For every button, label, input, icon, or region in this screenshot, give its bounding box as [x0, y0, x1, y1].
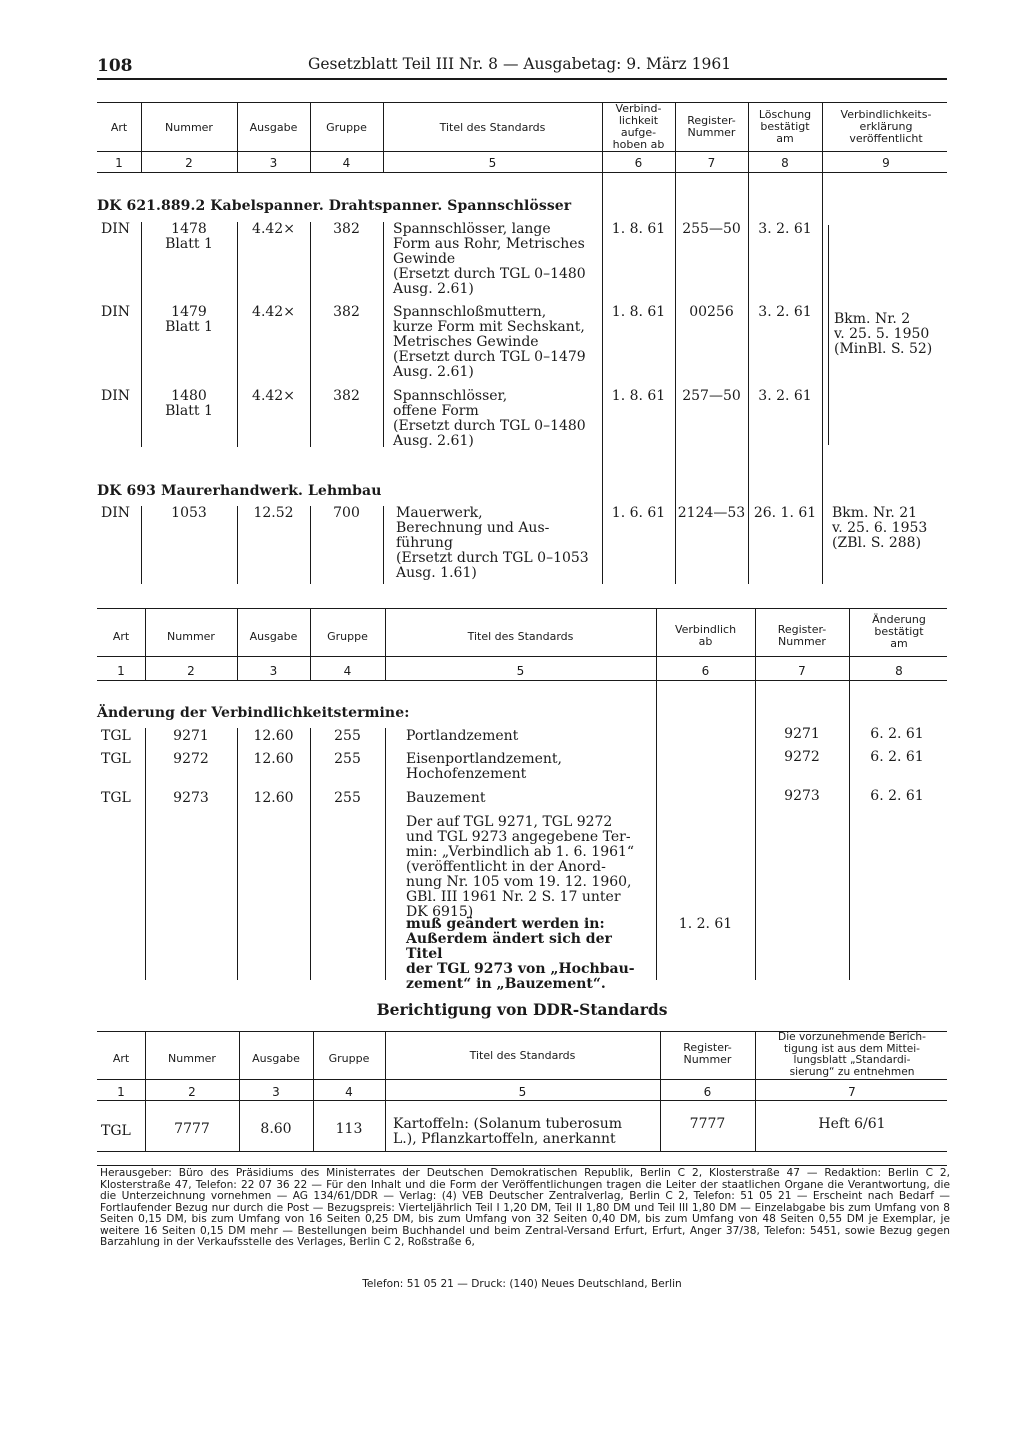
t1-header-verbindlichkeit: Verbindlichkeits- erklärung veröffentlicht: [840, 108, 932, 145]
t1-colnum: 5: [488, 156, 497, 170]
t1-section-title-1: DK 621.889.2 Kabelspanner. Drahtspanner. Spannschlösser: [97, 198, 572, 214]
t2-colnum: 6: [701, 664, 710, 678]
t3-header-ausgabe: Ausgabe: [252, 1052, 300, 1065]
t1-colnum: 7: [707, 156, 716, 170]
t1-section-title-2: DK 693 Maurerhandwerk. Lehmbau: [97, 483, 382, 499]
t3-colnum: 5: [518, 1085, 527, 1099]
t1-colnum: 4: [342, 156, 351, 170]
t2-header-nummer: Nummer: [167, 630, 215, 643]
t3-header-register: Register- Nummer: [683, 1041, 732, 1066]
t3-header-art: Art: [112, 1052, 130, 1065]
t3-colnum: 7: [848, 1085, 856, 1099]
t2-colnum: 8: [895, 664, 903, 678]
t2-header-titel: Titel des Standards: [467, 630, 574, 643]
t2-note: Der auf TGL 9271, TGL 9272 und TGL 9273 angegebene Ter- min: „Verbindlich ab 1. 6. 1961“ (veröffentlicht in der Anord- nung Nr. 105 vom 19. 12. 1960, GBl. III 1961 Nr. 2 S. 17 unter DK 6915): [406, 814, 635, 920]
t1-header-loeschung: Löschung bestätigt am: [758, 108, 812, 145]
t1-header-ausgabe: Ausgabe: [249, 121, 298, 134]
footer-rule: [97, 1165, 947, 1166]
t3-colnum: 4: [345, 1085, 353, 1099]
t1-colnum: 3: [269, 156, 278, 170]
imprint: Herausgeber: Büro des Präsidiums des Ministerrates der Deutschen Demokratischen Republik, Berlin C 2, Klosterstraße 47 — Redaktion: Berlin C 2, Klosterstraße 47, Telefon: 22 07 36 22 — Für den Inhalt und die Form der Veröffentlichungen tragen die Leiter der staatlichen Organe die Verantwortung, die die Unterzeichnung vornehmen — AG 134/61/DDR — Verlag: (4) VEB Deutscher Zentralverlag, Berlin C 2, Telefon: 51 05 21 — Erscheint nach Bedarf — Fortlaufender Bezug nur durch die Post — Bezugspreis: Vierteljährlich Teil I 1,20 DM, Teil II 1,80 DM und Teil III 1,80 DM — Einzelabgabe bis zum Umfang von 8 Seiten 0,15 DM, bis zum Umfang von 16 Seiten 0,25 DM, bis zum Umfang von 32 Seiten 0,40 DM, bis zum Umfang von 48 Seiten 0,55 DM je Exemplar, je weitere 16 Seiten 0,15 DM mehr — Bestellungen beim Buchhandel und beim Zentral-Versand Erfurt, Erfurt, Anger 37/38, Telefon: 5451, sowie Bezug gegen Barzahlung in der Verkaufsstelle des Verlages, Berlin C 2, Roßstraße 6,: [100, 1167, 950, 1248]
t1-colnum: 9: [882, 156, 890, 170]
t1-header-gruppe: Gruppe: [326, 121, 367, 134]
t3-colnum: 6: [703, 1085, 712, 1099]
t2-header-art: Art: [112, 630, 130, 643]
t1-colnum: 2: [185, 156, 193, 170]
t2-colnum: 7: [798, 664, 806, 678]
t2-header-register: Register- Nummer: [777, 623, 827, 648]
t2-colnum: 4: [343, 664, 352, 678]
t1-header-nummer: Nummer: [165, 121, 213, 134]
t2-note-bold: muß geändert werden in: Außerdem ändert sich der Titel der TGL 9273 von „Hochbau- zement“ in „Bauzement“.: [406, 916, 635, 992]
t3-header-titel: Titel des Standards: [469, 1049, 576, 1062]
t3-header-berichtigung: Die vorzunehmende Berich- tigung ist aus dem Mittei- lungsblatt „Standardi- sierung“ zu entnehmen: [778, 1031, 926, 1078]
t3-colnum: 2: [188, 1085, 196, 1099]
t1-colnum: 8: [781, 156, 789, 170]
t2-colnum: 1: [117, 664, 125, 678]
running-head: Gesetzblatt Teil III Nr. 8 — Ausgabetag: 9. März 1961: [308, 55, 732, 73]
t1-header-titel: Titel des Standards: [439, 121, 546, 134]
t2-header-bestaetigt: Änderung bestätigt am: [872, 613, 926, 650]
t2-header-verbindlich: Verbindlich ab: [674, 623, 737, 648]
t1-verbindlichkeit-1: Bkm. Nr. 2 v. 25. 5. 1950 (MinBl. S. 52): [834, 311, 933, 357]
t1-colnum: 1: [115, 156, 123, 170]
t1-header-register: Register- Nummer: [687, 114, 736, 139]
head-rule: [97, 78, 947, 80]
t2-colnum: 5: [516, 664, 525, 678]
imprint-last-line: Telefon: 51 05 21 — Druck: (140) Neues Deutschland, Berlin: [362, 1278, 682, 1290]
t3-heading: Berichtigung von DDR-Standards: [376, 1000, 668, 1019]
t3-colnum: 1: [117, 1085, 125, 1099]
t3-header-nummer: Nummer: [168, 1052, 216, 1065]
t2-header-gruppe: Gruppe: [327, 630, 368, 643]
t1-colnum: 6: [634, 156, 643, 170]
t1-header-art: Art: [110, 121, 128, 134]
t2-section-title: Änderung der Verbindlichkeitstermine:: [97, 705, 410, 721]
t2-colnum: 3: [269, 664, 278, 678]
page-number: 108: [97, 56, 133, 76]
t2-header-ausgabe: Ausgabe: [249, 630, 298, 643]
t1-header-aufgehoben: Verbind- lichkeit aufge- hoben ab: [612, 102, 665, 151]
t2-note-date: 1. 2. 61: [678, 916, 733, 932]
t3-header-gruppe: Gruppe: [328, 1052, 370, 1065]
t3-colnum: 3: [272, 1085, 280, 1099]
t2-colnum: 2: [187, 664, 195, 678]
